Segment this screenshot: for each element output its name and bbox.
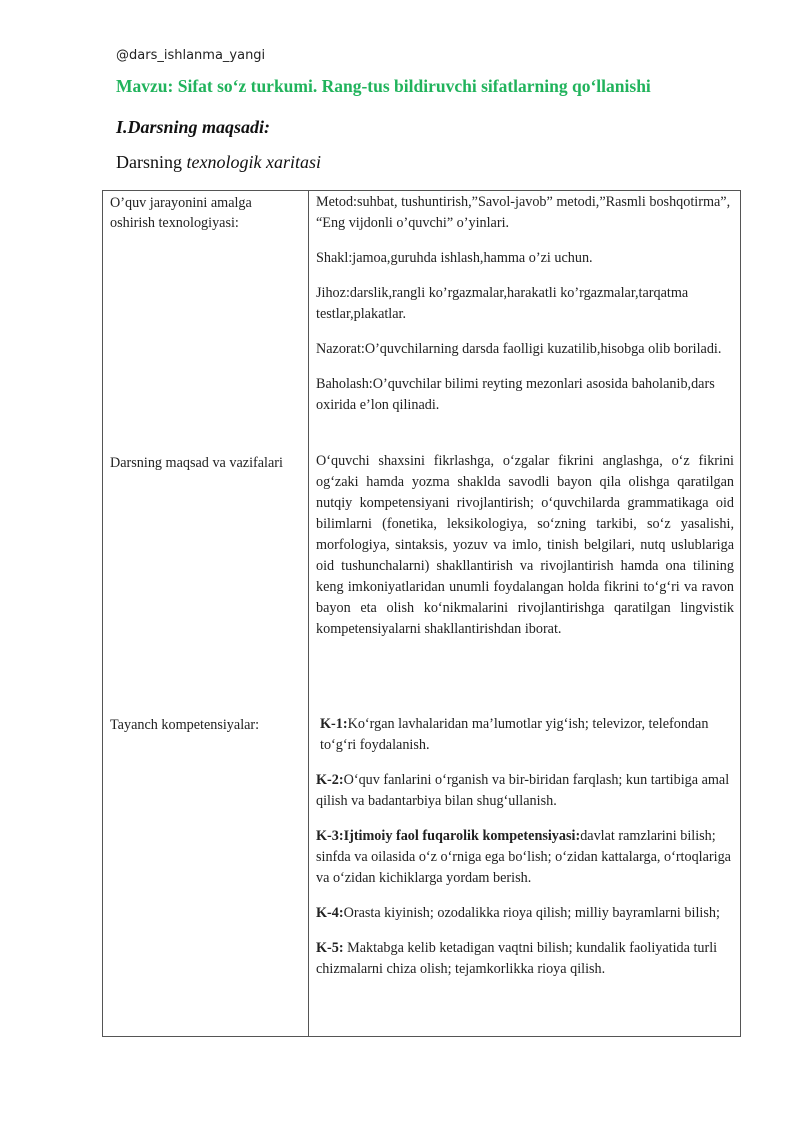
row-content-technology: [316, 192, 734, 430]
lesson-topic: Mavzu: Sifat so‘z turkumi. Rang-tus bildiruvchi sifatlarning qo‘llanishi: [116, 76, 651, 96]
competency-text: davlat ramzlarini bilish; sinfda va oilasida o‘z o‘rniga ega bo‘lish; o‘zidan kattalarga, o‘rtoqlariga va o‘zidan kichiklarga yordam berish.: [316, 828, 731, 886]
row-label-technology: O’quv jarayonini amalga oshirish texnologiyasi:: [110, 195, 252, 231]
method-text: Metod:suhbat, tushuntirish,”Savol-javob” metodi,”Rasmli boshqotirma”, “Eng vijdonli o’quvchi” o’yinlari.: [316, 194, 731, 231]
competency-text: Ko‘rgan lavhalaridan ma’lumotlar yig‘ish; televizor, telefondan to‘g‘ri foydalanish.: [320, 716, 709, 753]
row-label-competencies: Tayanch kompetensiyalar:: [110, 717, 260, 733]
competency-text: Maktabga kelib ketadigan vaqtni bilish; kundalik faoliyatida turli chizmalarni chiza olish; tejamkorlikka rioya qilish.: [316, 940, 718, 977]
form-text: Shakl:jamoa,guruhda ishlash,hamma o’zi uchun.: [316, 250, 593, 266]
channel-handle: @dars_ishlanma_yangi: [116, 48, 266, 63]
table-row-technology: [103, 191, 740, 449]
competency-item: [316, 903, 734, 924]
competency-item: [316, 826, 734, 889]
table-row-goals: [103, 451, 740, 713]
row-content-competencies: [316, 714, 734, 994]
map-title: [116, 152, 321, 173]
row-content-goals: [316, 451, 734, 640]
competency-item: [316, 714, 734, 756]
goals-text: O‘quvchi shaxsini fikrlashga, o‘zgalar fikrini anglashga, o‘z fikrini og‘zaki hamda yozma shaklda savodli bayon qila olishga qaratilgan nutqiy kompetensiyani rivojlantirish; o‘quvchilarda grammatikaga oid bilimlarni (fonetika, leksikologiya, so‘zning tarkibi, so‘z yasalishi, morfologiya, sintaksis, yozuv va imlo, tinish belgilari, nutq uslublariga oid tushunchalarni) shakllantirish va rivojlantirish hamda ona tilining keng imkoniyatlaridan unumli foydalangan holda fikrini to‘g‘ri va ravon bayon eta olish ko‘nikmalarini rivojlantirishga qaratilgan lingvistik kompetensiyalarni shakllantirishdan iborat.: [316, 453, 734, 637]
competency-code: K-2:: [316, 772, 344, 788]
assessment-text: Baholash:O’quvchilar bilimi reyting mezonlari asosida baholanib,dars oxirida e’lon qilinadi.: [316, 376, 715, 413]
section-heading: I.Darsning maqsadi:: [116, 117, 271, 137]
table-row-competencies: [103, 713, 740, 1038]
equipment-text: Jihoz:darslik,rangli ko’rgazmalar,harakatli ko’rgazmalar,tarqatma testlar,plakatlar.: [316, 285, 689, 322]
competency-code: K-3:Ijtimoiy faol fuqarolik kompetensiyasi:: [316, 828, 581, 844]
control-text: Nazorat:O’quvchilarning darsda faolligi kuzatilib,hisobga olib boriladi.: [316, 341, 722, 357]
map-title-plain: Darsning: [116, 152, 187, 172]
competency-text: O‘quv fanlarini o‘rganish va bir-biridan farqlash; kun tartibiga amal qilish va badantarbiya bilan shug‘ullanish.: [316, 772, 730, 809]
competency-code: K-1:: [320, 716, 348, 732]
competency-code: K-5:: [316, 940, 344, 956]
competency-item: [316, 770, 734, 812]
competency-text: Orasta kiyinish; ozodalikka rioya qilish; milliy bayramlarni bilish;: [343, 905, 720, 921]
competency-code: K-4:: [316, 905, 344, 921]
map-title-italic: texnologik xaritasi: [186, 152, 321, 172]
row-label-goals: Darsning maqsad va vazifalari: [110, 455, 283, 471]
technology-map-table: [102, 190, 741, 1037]
competency-item: [316, 938, 734, 980]
